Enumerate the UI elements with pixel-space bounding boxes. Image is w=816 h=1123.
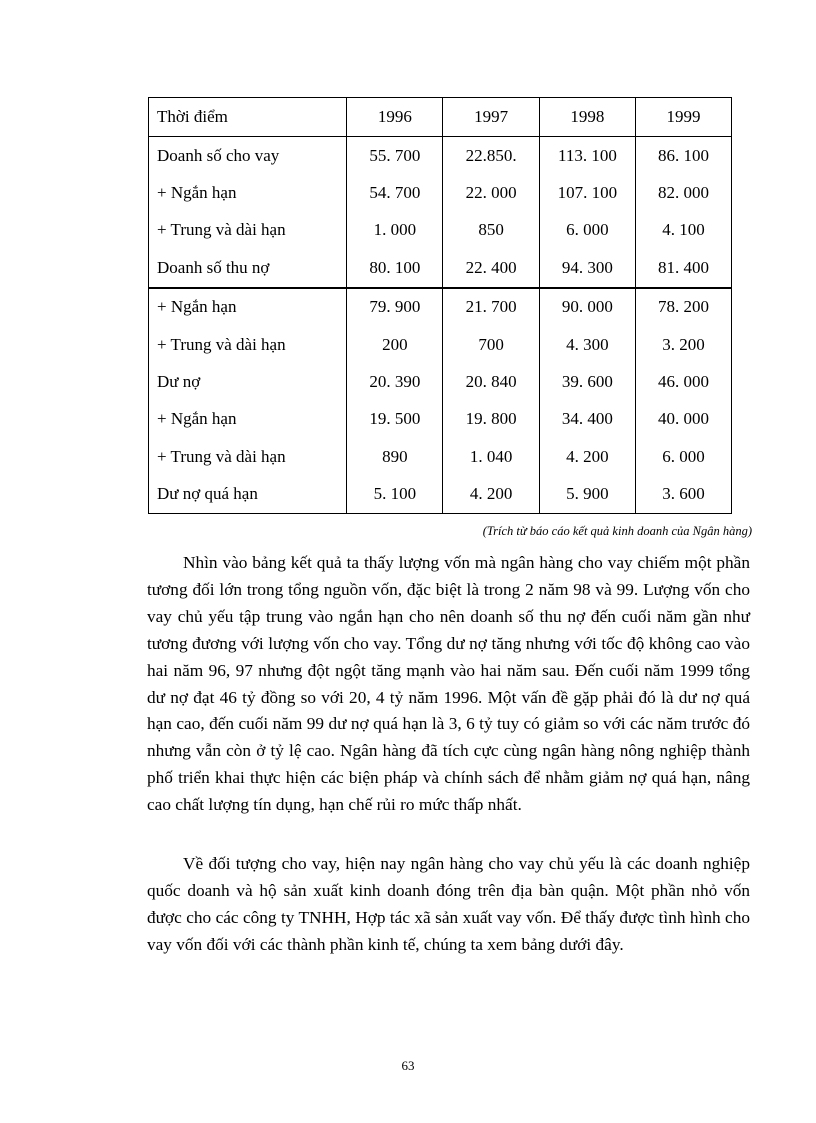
row-label-cell: + Ngắn hạn [149,288,347,326]
table-row [149,249,732,287]
value-cell: 40. 000 [635,401,731,438]
value-cell: 4. 200 [443,476,540,514]
value-cell: 700 [443,326,540,363]
value-cell: 6. 000 [635,438,731,475]
value-cell: 107. 100 [539,174,635,211]
value-cell: 20. 840 [443,363,540,400]
table-row [149,363,732,400]
paragraph: Nhìn vào bảng kết quả ta thấy lượng vốn mà ngân hàng cho vay chiếm một phần tương đối lớn trong tổng nguồn vốn, đặc biệt là trong 2 năm 98 và 99. Lượng vốn cho vay chủ yếu tập trung vào ngắn hạn cho nên doanh số thu nợ đến cuối năm gần như tương đương với lượng vốn cho vay. Tổng dư nợ tăng nhưng với tốc độ không cao vào hai năm 96, 97 nhưng đột ngột tăng mạnh vào hai năm sau. Đến cuối năm 1999 tổng dư nợ đạt 46 tỷ đồng so với 20, 4 tỷ năm 1996. Một vấn đề gặp phải đó là dư nợ quá hạn cao, đến cuối năm 99 dư nợ quá hạn là 3, 6 tỷ tuy có giảm so với các năm trước đó nhưng vẫn còn ở tỷ lệ cao. Ngân hàng đã tích cực cùng ngân hàng nông nghiệp thành phố triển khai thực hiện các biện pháp và chính sách để nhằm giảm nợ quá hạn, nâng cao chất lượng tín dụng, hạn chế rủi ro mức thấp nhất. [147,553,750,815]
value-cell: 890 [347,438,443,475]
table-row [149,401,732,438]
value-cell: 5. 900 [539,476,635,514]
table-row [149,137,732,175]
value-cell: 46. 000 [635,363,731,400]
value-cell: 19. 500 [347,401,443,438]
value-cell: 78. 200 [635,288,731,326]
value-cell: 79. 900 [347,288,443,326]
value-cell: 22. 400 [443,249,540,287]
table-header-row [149,98,732,137]
value-cell: 55. 700 [347,137,443,175]
value-cell: 80. 100 [347,249,443,287]
paragraph: Về đối tượng cho vay, hiện nay ngân hàng cho vay chủ yếu là các doanh nghiệp quốc doanh và hộ sản xuất kinh doanh đóng trên địa bàn quận. Một phần nhỏ vốn được cho các công ty TNHH, Hợp tác xã sản xuất vay vốn. Để thấy được tình hình cho vay vốn đối với các thành phần kinh tế, chúng ta xem bảng dưới đây. [147,854,750,954]
row-label-cell: Doanh số cho vay [149,137,347,175]
value-cell: 4. 100 [635,212,731,249]
loan-table [148,97,732,514]
value-cell: 5. 100 [347,476,443,514]
value-cell: 3. 600 [635,476,731,514]
value-cell: 39. 600 [539,363,635,400]
value-cell: 21. 700 [443,288,540,326]
header-cell: 1996 [347,98,443,137]
page-number: 63 [401,1058,415,1073]
row-label-cell: + Ngắn hạn [149,401,347,438]
table-row [149,326,732,363]
value-cell: 82. 000 [635,174,731,211]
value-cell: 90. 000 [539,288,635,326]
row-label-cell: Dư nợ [149,363,347,400]
header-cell: 1997 [443,98,540,137]
value-cell: 20. 390 [347,363,443,400]
header-cell: 1998 [539,98,635,137]
row-label-cell: + Trung và dài hạn [149,326,347,363]
value-cell: 4. 200 [539,438,635,475]
value-cell: 1. 040 [443,438,540,475]
value-cell: 113. 100 [539,137,635,175]
row-label-cell: + Trung và dài hạn [149,438,347,475]
row-label-cell: Dư nợ quá hạn [149,476,347,514]
table-row [149,476,732,514]
value-cell: 200 [347,326,443,363]
value-cell: 34. 400 [539,401,635,438]
source-note: (Trích từ báo cáo kết quả kinh doanh của Ngân hàng) [482,524,752,538]
row-label-cell: + Trung và dài hạn [149,212,347,249]
value-cell: 4. 300 [539,326,635,363]
table-row [149,212,732,249]
value-cell: 19. 800 [443,401,540,438]
value-cell: 81. 400 [635,249,731,287]
table-row [149,174,732,211]
header-cell: Thời điểm [149,98,347,137]
value-cell: 6. 000 [539,212,635,249]
value-cell: 1. 000 [347,212,443,249]
value-cell: 94. 300 [539,249,635,287]
value-cell: 86. 100 [635,137,731,175]
row-label-cell: Doanh số thu nợ [149,249,347,287]
value-cell: 54. 700 [347,174,443,211]
row-label-cell: + Ngắn hạn [149,174,347,211]
value-cell: 22.850. [443,137,540,175]
table-row [149,288,732,326]
value-cell: 850 [443,212,540,249]
value-cell: 22. 000 [443,174,540,211]
header-cell: 1999 [635,98,731,137]
value-cell: 3. 200 [635,326,731,363]
table-row [149,438,732,475]
